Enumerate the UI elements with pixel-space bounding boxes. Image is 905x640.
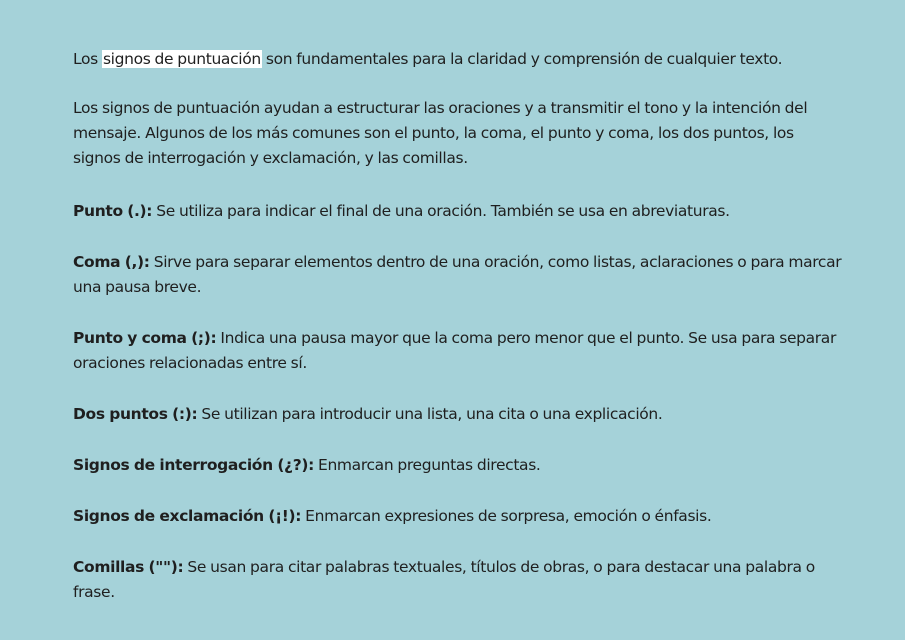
item-term: Punto (.): xyxy=(73,202,153,220)
overview-paragraph: Los signos de puntuación ayudan a estructurar las oraciones y a transmitir el tono y la intención del mensaje. Algunos de los más comunes son el punto, la coma, el punto y coma, los dos puntos, los signos de interrogación y exclamación, y las comillas. xyxy=(73,99,808,167)
item-text: Se usan para citar palabras textuales, títulos de obras, o para destacar una palabra o frase. xyxy=(73,558,815,601)
item-text: Se utilizan para introducir una lista, una cita o una explicación. xyxy=(197,405,663,423)
item-term: Punto y coma (;): xyxy=(73,329,217,347)
intro-before: Los xyxy=(73,50,102,68)
item-interrogacion xyxy=(73,453,845,478)
item-coma xyxy=(73,250,845,300)
item-comillas xyxy=(73,555,845,605)
item-punto xyxy=(73,199,845,224)
intro-after: son fundamentales para la claridad y comprensión de cualquier texto. xyxy=(261,50,783,68)
item-term: Dos puntos (:): xyxy=(73,405,198,423)
item-term: Signos de interrogación (¿?): xyxy=(73,456,314,474)
item-text: Enmarcan preguntas directas. xyxy=(313,456,541,474)
highlighted-term: signos de puntuación xyxy=(102,50,261,68)
item-exclamacion xyxy=(73,504,845,529)
item-dos-puntos xyxy=(73,402,845,427)
item-term: Signos de exclamación (¡!): xyxy=(73,507,302,525)
item-text: Enmarcan expresiones de sorpresa, emoción o énfasis. xyxy=(301,507,712,525)
item-term: Comillas (""): xyxy=(73,558,184,576)
item-term: Coma (,): xyxy=(73,253,150,271)
item-text: Sirve para separar elementos dentro de una oración, como listas, aclaraciones o para marcar una pausa breve. xyxy=(73,253,842,296)
item-text: Se utiliza para indicar el final de una oración. También se usa en abreviaturas. xyxy=(152,202,730,220)
item-text: Indica una pausa mayor que la coma pero menor que el punto. Se usa para separar oraciones relacionadas entre sí. xyxy=(73,329,836,372)
intro-paragraph xyxy=(73,47,845,72)
item-punto-y-coma xyxy=(73,326,845,376)
